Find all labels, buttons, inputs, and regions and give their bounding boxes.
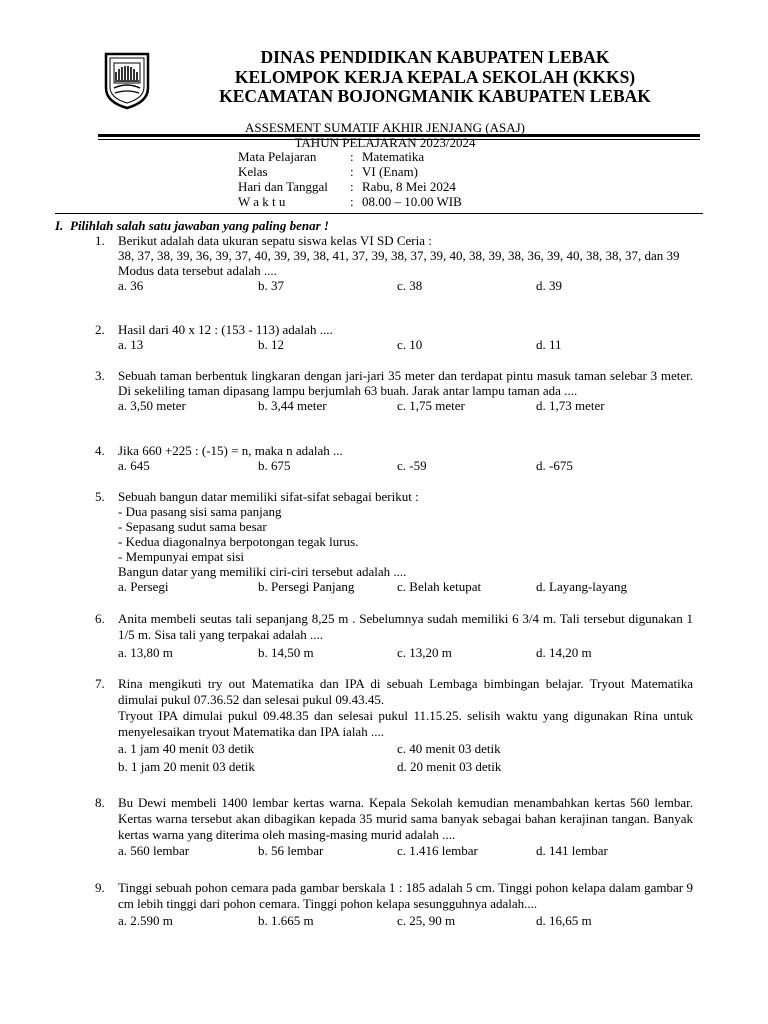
info-colon: : — [350, 179, 354, 194]
question-text — [118, 676, 693, 740]
answer-options — [118, 758, 693, 776]
option-d: d. 16,65 m — [536, 913, 592, 928]
answer-options — [118, 337, 693, 352]
question-number: 3. — [95, 368, 105, 383]
option-c: c. 25, 90 m — [397, 913, 456, 928]
option-d: d. 11 — [536, 337, 562, 352]
option-a: a. 13 — [118, 337, 144, 352]
question-8 — [95, 795, 693, 858]
question-number: 1. — [95, 233, 105, 248]
option-d: d. 14,20 m — [536, 645, 592, 660]
info-colon: : — [350, 194, 354, 209]
question-number: 4. — [95, 443, 105, 458]
question-7 — [95, 676, 693, 776]
answer-options — [118, 644, 693, 662]
info-key: Mata Pelajaran — [238, 149, 317, 164]
option-b: b. 1.665 m — [258, 913, 314, 928]
option-c: c. -59 — [397, 458, 427, 473]
question-line: Bangun datar yang memiliki ciri-ciri tersebut adalah .... — [118, 564, 407, 579]
question-line: - Dua pasang sisi sama panjang — [118, 504, 282, 519]
question-text — [118, 322, 693, 337]
question-number: 2. — [95, 322, 105, 337]
answer-options — [118, 740, 693, 758]
question-line: Anita membeli seutas tali sepanjang 8,25 m . Sebelumnya sudah memiliki 6 3/4 m. Tali tersebut digunakan 1 1/5 m. Sisa tali yang terpakai adalah .... — [118, 611, 693, 642]
info-row — [238, 194, 462, 209]
info-key: W a k t u — [238, 194, 286, 209]
option-c: c. Belah ketupat — [397, 579, 482, 594]
answer-options — [118, 912, 693, 930]
option-a: a. 2.590 m — [118, 913, 173, 928]
option-c: c. 40 menit 03 detik — [397, 741, 501, 756]
section-instruction — [55, 218, 329, 233]
question-text — [118, 795, 693, 843]
question-text — [118, 489, 693, 579]
option-c: c. 38 — [397, 278, 423, 293]
answer-options — [118, 579, 693, 594]
option-d: d. -675 — [536, 458, 573, 473]
option-c: c. 13,20 m — [397, 645, 452, 660]
option-b: b. Persegi Panjang — [258, 579, 355, 594]
lebak-crest-logo — [102, 50, 152, 110]
option-a: a. 560 lembar — [118, 843, 190, 858]
question-line: Hasil dari 40 x 12 : (153 - 113) adalah .... — [118, 322, 333, 337]
option-b: b. 14,50 m — [258, 645, 314, 660]
question-line: Sebuah taman berbentuk lingkaran dengan jari-jari 35 meter dan terdapat pintu masuk taman selebar 3 meter. Di sekeliling taman dipasang lampu berjumlah 63 buah. Jarak antar lampu taman ada .... — [118, 368, 693, 398]
question-1 — [95, 233, 693, 293]
exam-info-table — [238, 149, 462, 209]
question-text — [118, 880, 693, 912]
section-number: I. — [55, 218, 64, 233]
question-text — [118, 233, 693, 278]
question-line: 38, 37, 38, 39, 36, 39, 37, 40, 39, 39, 38, 41, 37, 39, 38, 37, 39, 40, 38, 39, 38, 36, 39, 40, 38, 38, 37, dan 39 — [118, 248, 680, 263]
option-d: d. 39 — [536, 278, 562, 293]
question-9 — [95, 880, 693, 930]
info-value: VI (Enam) — [362, 164, 418, 179]
info-row — [238, 164, 462, 179]
option-c: c. 1.416 lembar — [397, 843, 478, 858]
info-colon: : — [350, 164, 354, 179]
option-b: b. 56 lembar — [258, 843, 324, 858]
question-text — [118, 611, 693, 643]
exam-title-line-2: TAHUN PELAJARAN 2023/2024 — [294, 135, 476, 150]
question-6 — [95, 611, 693, 662]
option-c: c. 10 — [397, 337, 423, 352]
info-row — [238, 149, 462, 164]
option-a: a. Persegi — [118, 579, 169, 594]
option-b: b. 37 — [258, 278, 284, 293]
section-instruction-text: Pilihlah salah satu jawaban yang paling benar ! — [70, 218, 329, 233]
option-a: a. 645 — [118, 458, 150, 473]
option-d: d. 20 menit 03 detik — [397, 759, 502, 774]
question-line: Tinggi sebuah pohon cemara pada gambar berskala 1 : 185 adalah 5 cm. Tinggi pohon kelapa dalam gambar 9 cm lebih tinggi dari pohon cemara. Tinggi pohon kelapa sesungguhnya adalah.... — [118, 880, 693, 911]
info-key: Kelas — [238, 164, 268, 179]
question-line: - Kedua diagonalnya berpotongan tegak lurus. — [118, 534, 359, 549]
answer-options — [118, 278, 693, 293]
question-text — [118, 368, 693, 398]
option-c: c. 1,75 meter — [397, 398, 465, 413]
option-a: a. 3,50 meter — [118, 398, 186, 413]
header-separator-rule — [55, 213, 703, 214]
question-line: Modus data tersebut adalah .... — [118, 263, 277, 278]
question-line: - Mempunyai empat sisi — [118, 549, 245, 564]
answer-options — [118, 843, 693, 858]
option-d: d. 1,73 meter — [536, 398, 605, 413]
question-line: Sebuah bangun datar memiliki sifat-sifat sebagai berikut : — [118, 489, 419, 504]
info-key: Hari dan Tanggal — [238, 179, 328, 194]
answer-options — [118, 458, 693, 473]
question-5 — [95, 489, 693, 594]
question-number: 9. — [95, 880, 105, 895]
exam-title — [170, 120, 600, 150]
question-number: 8. — [95, 795, 105, 810]
letterhead-line-2: KELOMPOK KERJA KEPALA SEKOLAH (KKKS) — [234, 66, 636, 87]
letterhead-line-3: KECAMATAN BOJONGMANIK KABUPATEN LEBAK — [219, 86, 651, 106]
exam-title-line-1: ASSESMENT SUMATIF AKHIR JENJANG (ASAJ) — [244, 120, 526, 135]
answer-options — [118, 398, 693, 413]
info-row — [238, 179, 462, 194]
info-value: Matematika — [362, 149, 425, 164]
option-a: a. 1 jam 40 menit 03 detik — [118, 741, 255, 756]
question-4 — [95, 443, 693, 473]
letterhead-line-1: DINAS PENDIDIKAN KABUPATEN LEBAK — [260, 47, 610, 67]
option-a: a. 13,80 m — [118, 645, 173, 660]
option-b: b. 1 jam 20 menit 03 detik — [118, 759, 255, 774]
question-line: Tryout IPA dimulai pukul 09.48.35 dan selesai pukul 11.15.25. selisih waktu yang digunakan Rina untuk menyelesaikan tryout Matematika dan IPA ialah .... — [118, 708, 693, 739]
option-a: a. 36 — [118, 278, 144, 293]
question-line: Rina mengikuti try out Matematika dan IPA di sebuah Lembaga bimbingan belajar. Tryout Matematika dimulai pukul 07.36.52 dan selesai pukul 09.43.45. — [118, 676, 693, 707]
option-d: d. 141 lembar — [536, 843, 608, 858]
question-2 — [95, 322, 693, 352]
option-b: b. 675 — [258, 458, 291, 473]
question-line: Berikut adalah data ukuran sepatu siswa kelas VI SD Ceria : — [118, 233, 432, 248]
question-text — [118, 443, 693, 458]
info-value: 08.00 – 10.00 WIB — [362, 194, 462, 209]
question-line: - Sepasang sudut sama besar — [118, 519, 267, 534]
question-number: 5. — [95, 489, 105, 504]
option-b: b. 12 — [258, 337, 284, 352]
option-b: b. 3,44 meter — [258, 398, 327, 413]
question-number: 7. — [95, 676, 105, 691]
option-d: d. Layang-layang — [536, 579, 627, 594]
question-line: Jika 660 +225 : (-15) = n, maka n adalah ... — [118, 443, 343, 458]
question-number: 6. — [95, 611, 105, 626]
letterhead — [170, 48, 700, 107]
info-colon: : — [350, 149, 354, 164]
question-3 — [95, 368, 693, 413]
info-value: Rabu, 8 Mei 2024 — [362, 179, 456, 194]
question-line: Bu Dewi membeli 1400 lembar kertas warna. Kepala Sekolah kemudian menambahkan kertas 560 lembar. Kertas warna tersebut akan dibagikan kepada 35 murid sama banyak sebagai bahan kerajinan tangan. Banyak kertas warna yang diterima oleh masing-masing murid adalah .... — [118, 795, 693, 842]
